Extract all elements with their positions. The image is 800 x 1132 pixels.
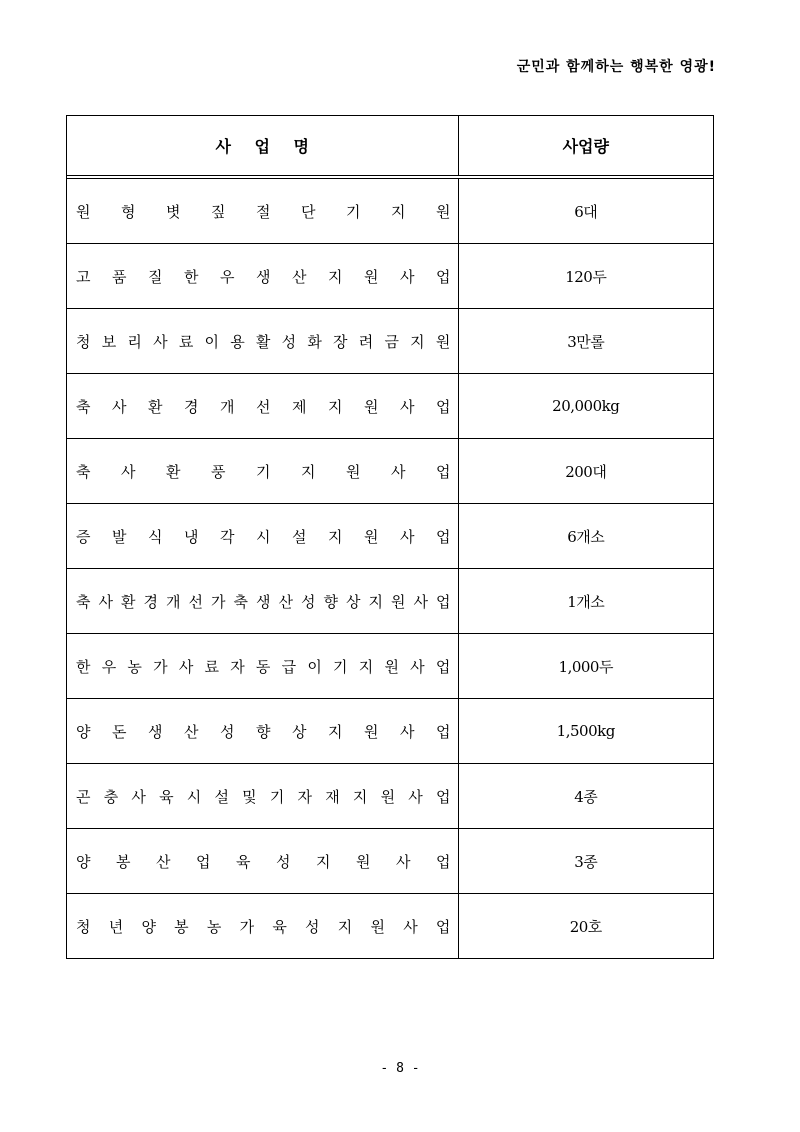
business-name-cell — [67, 699, 458, 764]
business-name: 축 사 환 경 개 선 가 축 생 산 성 향 상 지 원 사 업 — [76, 592, 451, 611]
table-row — [67, 374, 713, 439]
table-row — [67, 309, 713, 374]
business-name-cell — [67, 764, 458, 829]
table-row — [67, 504, 713, 569]
business-quantity: 200대 — [458, 439, 713, 504]
business-quantity: 3만롤 — [458, 309, 713, 374]
business-name-cell — [67, 894, 458, 959]
business-table — [66, 115, 714, 959]
header-slogan: 군민과 함께하는 행복한 영광! — [516, 59, 716, 75]
table-header-row — [67, 116, 713, 177]
business-name: 청 년 양 봉 농 가 육 성 지 원 사 업 — [76, 917, 451, 936]
business-name: 축 사 환 경 개 선 제 지 원 사 업 — [76, 397, 451, 416]
business-quantity: 6대 — [458, 177, 713, 244]
business-quantity: 1개소 — [458, 569, 713, 634]
business-name-cell — [67, 309, 458, 374]
business-name-cell — [67, 634, 458, 699]
business-name: 곤 충 사 육 시 설 및 기 자 재 지 원 사 업 — [76, 787, 451, 806]
table-row — [67, 569, 713, 634]
business-name: 고 품 질 한 우 생 산 지 원 사 업 — [76, 267, 451, 286]
business-name-cell — [67, 829, 458, 894]
table-row — [67, 177, 713, 244]
business-name-cell — [67, 504, 458, 569]
business-name: 청 보 리 사 료 이 용 활 성 화 장 려 금 지 원 — [76, 332, 451, 351]
table-row — [67, 439, 713, 504]
business-name-cell — [67, 374, 458, 439]
table-row — [67, 244, 713, 309]
column-header-name: 사 업 명 — [67, 116, 458, 177]
business-name-cell — [67, 177, 458, 244]
business-quantity: 4종 — [458, 764, 713, 829]
page-number: - 8 - — [380, 1061, 420, 1076]
business-quantity: 6개소 — [458, 504, 713, 569]
table-row — [67, 764, 713, 829]
business-quantity: 20호 — [458, 894, 713, 959]
business-name: 양 돈 생 산 성 향 상 지 원 사 업 — [76, 722, 451, 741]
business-name: 축 사 환 풍 기 지 원 사 업 — [76, 462, 451, 481]
table-row — [67, 894, 713, 959]
column-header-quantity: 사업량 — [458, 116, 713, 177]
business-name: 증 발 식 냉 각 시 설 지 원 사 업 — [76, 527, 451, 546]
business-quantity: 120두 — [458, 244, 713, 309]
table-row — [67, 634, 713, 699]
business-name: 양 봉 산 업 육 성 지 원 사 업 — [76, 852, 451, 871]
business-name-cell — [67, 439, 458, 504]
business-quantity: 1,500kg — [458, 699, 713, 764]
table-row — [67, 699, 713, 764]
table-row — [67, 829, 713, 894]
business-name: 원 형 볏 짚 절 단 기 지 원 — [76, 202, 451, 221]
business-quantity: 3종 — [458, 829, 713, 894]
business-name: 한 우 농 가 사 료 자 동 급 이 기 지 원 사 업 — [76, 657, 451, 676]
business-name-cell — [67, 569, 458, 634]
business-quantity: 20,000kg — [458, 374, 713, 439]
business-quantity: 1,000두 — [458, 634, 713, 699]
business-name-cell — [67, 244, 458, 309]
